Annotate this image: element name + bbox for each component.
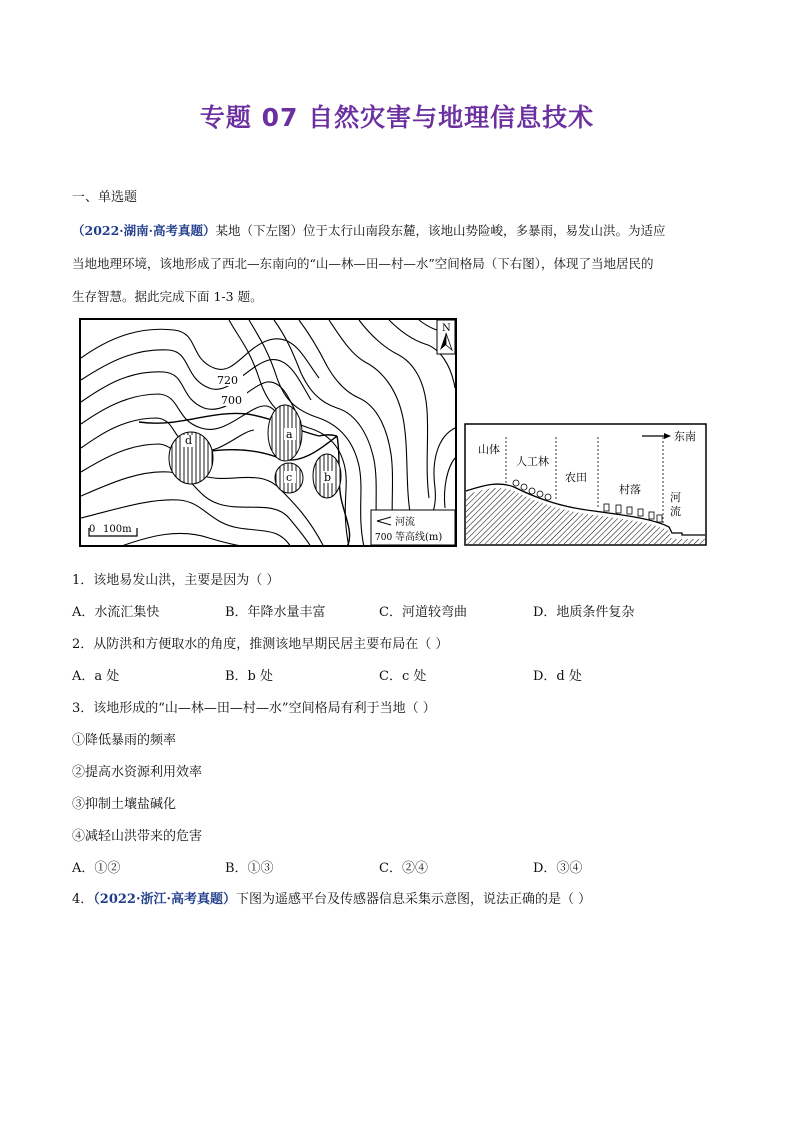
source-tag: （2022·湖南·高考真题） (72, 223, 216, 238)
q2-option-b[interactable]: B．b 处 (225, 669, 274, 684)
site-c-label: c (286, 471, 293, 484)
question-2-stem: 2．从防洪和方便取水的角度，推测该地早期民居主要布局在（ ） (72, 637, 449, 652)
q1-option-d[interactable]: D．地质条件复杂 (533, 605, 635, 620)
legend-contour-value: 700 (375, 533, 393, 543)
zone-river-label-1: 河 (670, 491, 681, 504)
q3-statement-2: ②提高水资源利用效率 (72, 765, 203, 780)
site-d-label: d (185, 434, 193, 447)
north-arrow-icon (437, 320, 455, 354)
zone-field-label: 农田 (565, 471, 587, 484)
q2-option-d[interactable]: D．d 处 (533, 669, 582, 684)
q1-option-c[interactable]: C．河道较弯曲 (379, 605, 467, 620)
intro-line-2: 当地地理环境，该地形成了西北—东南向的“山—林—田—村—水”空间格局（下右图），体现了当地居民的 (72, 256, 654, 271)
q4-source-tag: （2022·浙江·高考真题） (93, 892, 237, 907)
intro-line-3: 生存智慧。据此完成下面 1-3 题。 (72, 289, 263, 304)
page-title: 专题 07 自然灾害与地理信息技术 (199, 103, 595, 132)
zone-forest-label: 人工林 (516, 455, 549, 468)
legend-river-label: 河流 (395, 517, 415, 528)
q3-statement-4: ④减轻山洪带来的危害 (72, 829, 203, 844)
contour-label-700: 700 (221, 394, 242, 407)
q2-option-c[interactable]: C．c 处 (379, 669, 427, 684)
q3-option-b[interactable]: B．①③ (225, 861, 274, 876)
q4-text: 下图为遥感平台及传感器信息采集示意图，说法正确的是（ ） (236, 892, 592, 907)
zone-village-label: 村落 (619, 483, 641, 496)
q1-option-a[interactable]: A．水流汇集快 (72, 605, 160, 620)
scale-bar (85, 523, 141, 539)
zone-river-label-2: 流 (670, 505, 681, 518)
q3-option-d[interactable]: D．③④ (533, 861, 583, 876)
q3-option-a[interactable]: A．①② (72, 861, 121, 876)
north-label: N (442, 323, 451, 334)
question-intro (72, 214, 724, 313)
q3-statement-1: ①降低暴雨的频率 (72, 733, 177, 748)
intro-line-1: 某地（下左图）位于太行山南段东麓，该地山势险峻，多暴雨，易发山洪。为适应 (215, 223, 666, 238)
q4-number: 4． (72, 892, 94, 907)
contour-map-figure (79, 318, 457, 547)
site-a-label: a (286, 428, 293, 441)
scale-100m: 100m (103, 524, 132, 535)
direction-label: 东南 (674, 430, 696, 443)
q3-statement-3: ③抑制土壤盐碱化 (72, 797, 177, 812)
question-4-stem (72, 888, 591, 907)
site-b-label: b (324, 471, 332, 484)
scale-zero: 0 (89, 524, 96, 535)
profile-figure (464, 423, 707, 546)
q2-option-a[interactable]: A．a 处 (72, 669, 120, 684)
q1-option-b[interactable]: B．年降水量丰富 (225, 605, 326, 620)
zone-mountain-label: 山体 (478, 443, 500, 456)
legend-contour-label: 等高线(m) (395, 532, 443, 543)
section-heading: 一、单选题 (72, 190, 138, 205)
q3-option-c[interactable]: C．②④ (379, 861, 428, 876)
contour-label-720: 720 (217, 374, 238, 387)
question-1-stem: 1．该地易发山洪，主要是因为（ ） (72, 573, 280, 588)
map-legend (371, 510, 455, 545)
question-3-stem: 3．该地形成的“山—林—田—村—水”空间格局有利于当地（ ） (72, 701, 436, 716)
